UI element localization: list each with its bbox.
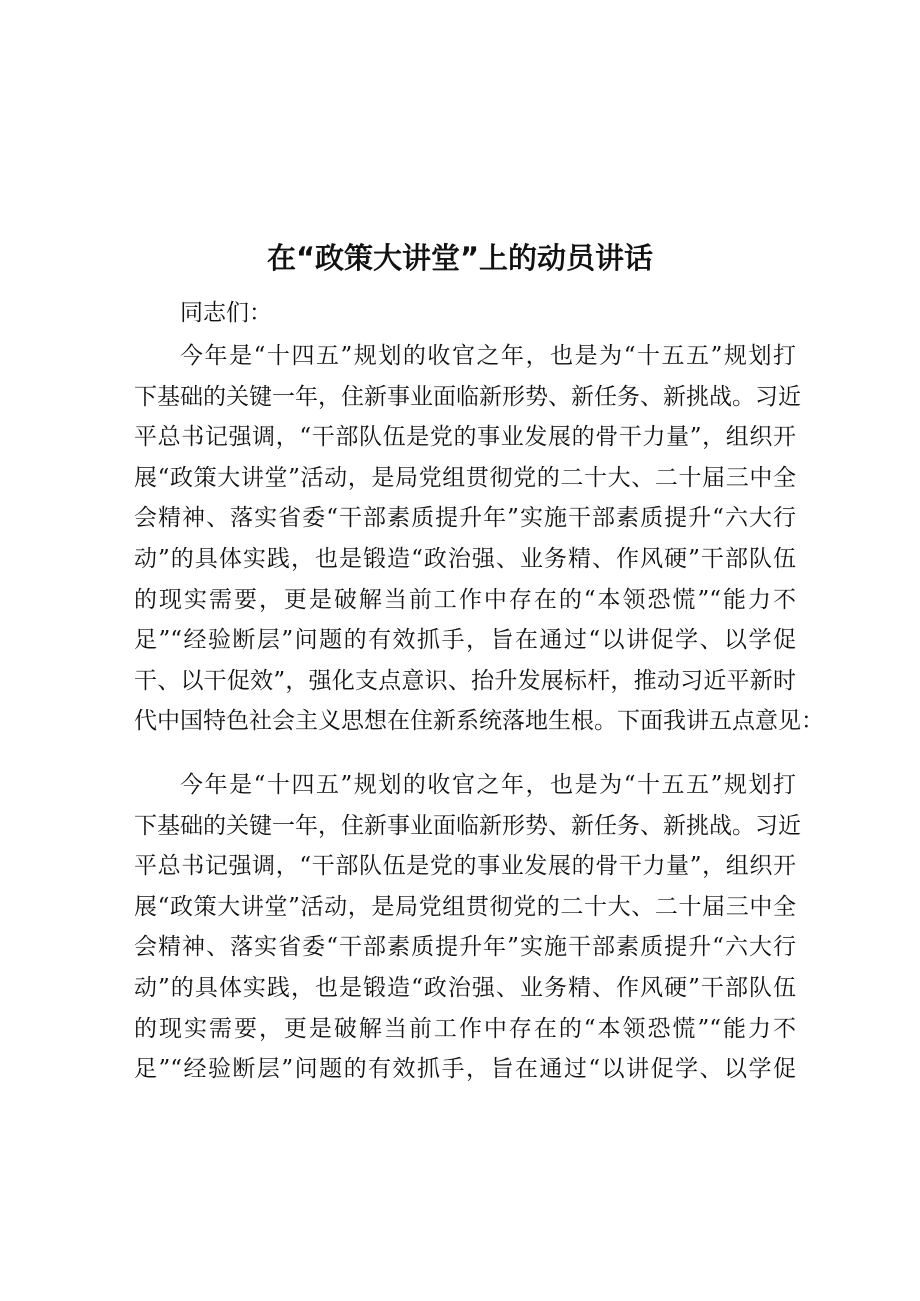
paragraph-line: 今年是“十四五”规划的收官之年，也是为“十五五”规划打 [180, 772, 796, 798]
paragraph-line: 会精神、落实省委“干部素质提升年”实施干部素质提升“六大行 [134, 505, 796, 532]
paragraph-line: 代中国特色社会主义思想在住新系统落地生根。下面我讲五点意见： [134, 708, 824, 735]
paragraph-line: 的现实需要，更是破解当前工作中存在的“本领恐慌”“能力不 [134, 586, 796, 613]
paragraph-line: 展“政策大讲堂”活动，是局党组贯彻党的二十大、二十届三中全 [134, 464, 796, 491]
document-title: 在“政策大讲堂”上的动员讲话 [266, 241, 654, 275]
paragraph-line: 下基础的关键一年，住新事业面临新形势、新任务、新挑战。习近 [134, 812, 801, 839]
paragraph-line: 展“政策大讲堂”活动，是局党组贯彻党的二十大、二十届三中全 [134, 893, 796, 920]
body-paragraph-1 [134, 336, 824, 742]
paragraph-line: 动”的具体实践，也是锻造“政治强、业务精、作风硬”干部队伍 [134, 545, 796, 572]
paragraph-line: 平总书记强调，“干部队伍是党的事业发展的骨干力量”，组织开 [134, 424, 796, 451]
paragraph-line: 今年是“十四五”规划的收官之年，也是为“十五五”规划打 [180, 343, 796, 369]
paragraph-line: 的现实需要，更是破解当前工作中存在的“本领恐慌”“能力不 [134, 1015, 796, 1042]
salutation: 同志们： [180, 300, 272, 326]
paragraph-line: 足”“经验断层”问题的有效抓手，旨在通过“以讲促学、以学促 [134, 627, 796, 654]
paragraph-line: 平总书记强调，“干部队伍是党的事业发展的骨干力量”，组织开 [134, 853, 796, 880]
paragraph-line: 足”“经验断层”问题的有效抓手，旨在通过“以讲促学、以学促 [134, 1056, 796, 1083]
paragraph-line: 会精神、落实省委“干部素质提升年”实施干部素质提升“六大行 [134, 934, 796, 961]
paragraph-line: 动”的具体实践，也是锻造“政治强、业务精、作风硬”干部队伍 [134, 974, 796, 1001]
paragraph-line: 下基础的关键一年，住新事业面临新形势、新任务、新挑战。习近 [134, 383, 801, 410]
paragraph-line: 干、以干促效”，强化支点意识、抬升发展标杆，推动习近平新时 [134, 667, 796, 694]
body-paragraph-2 [134, 765, 801, 1090]
